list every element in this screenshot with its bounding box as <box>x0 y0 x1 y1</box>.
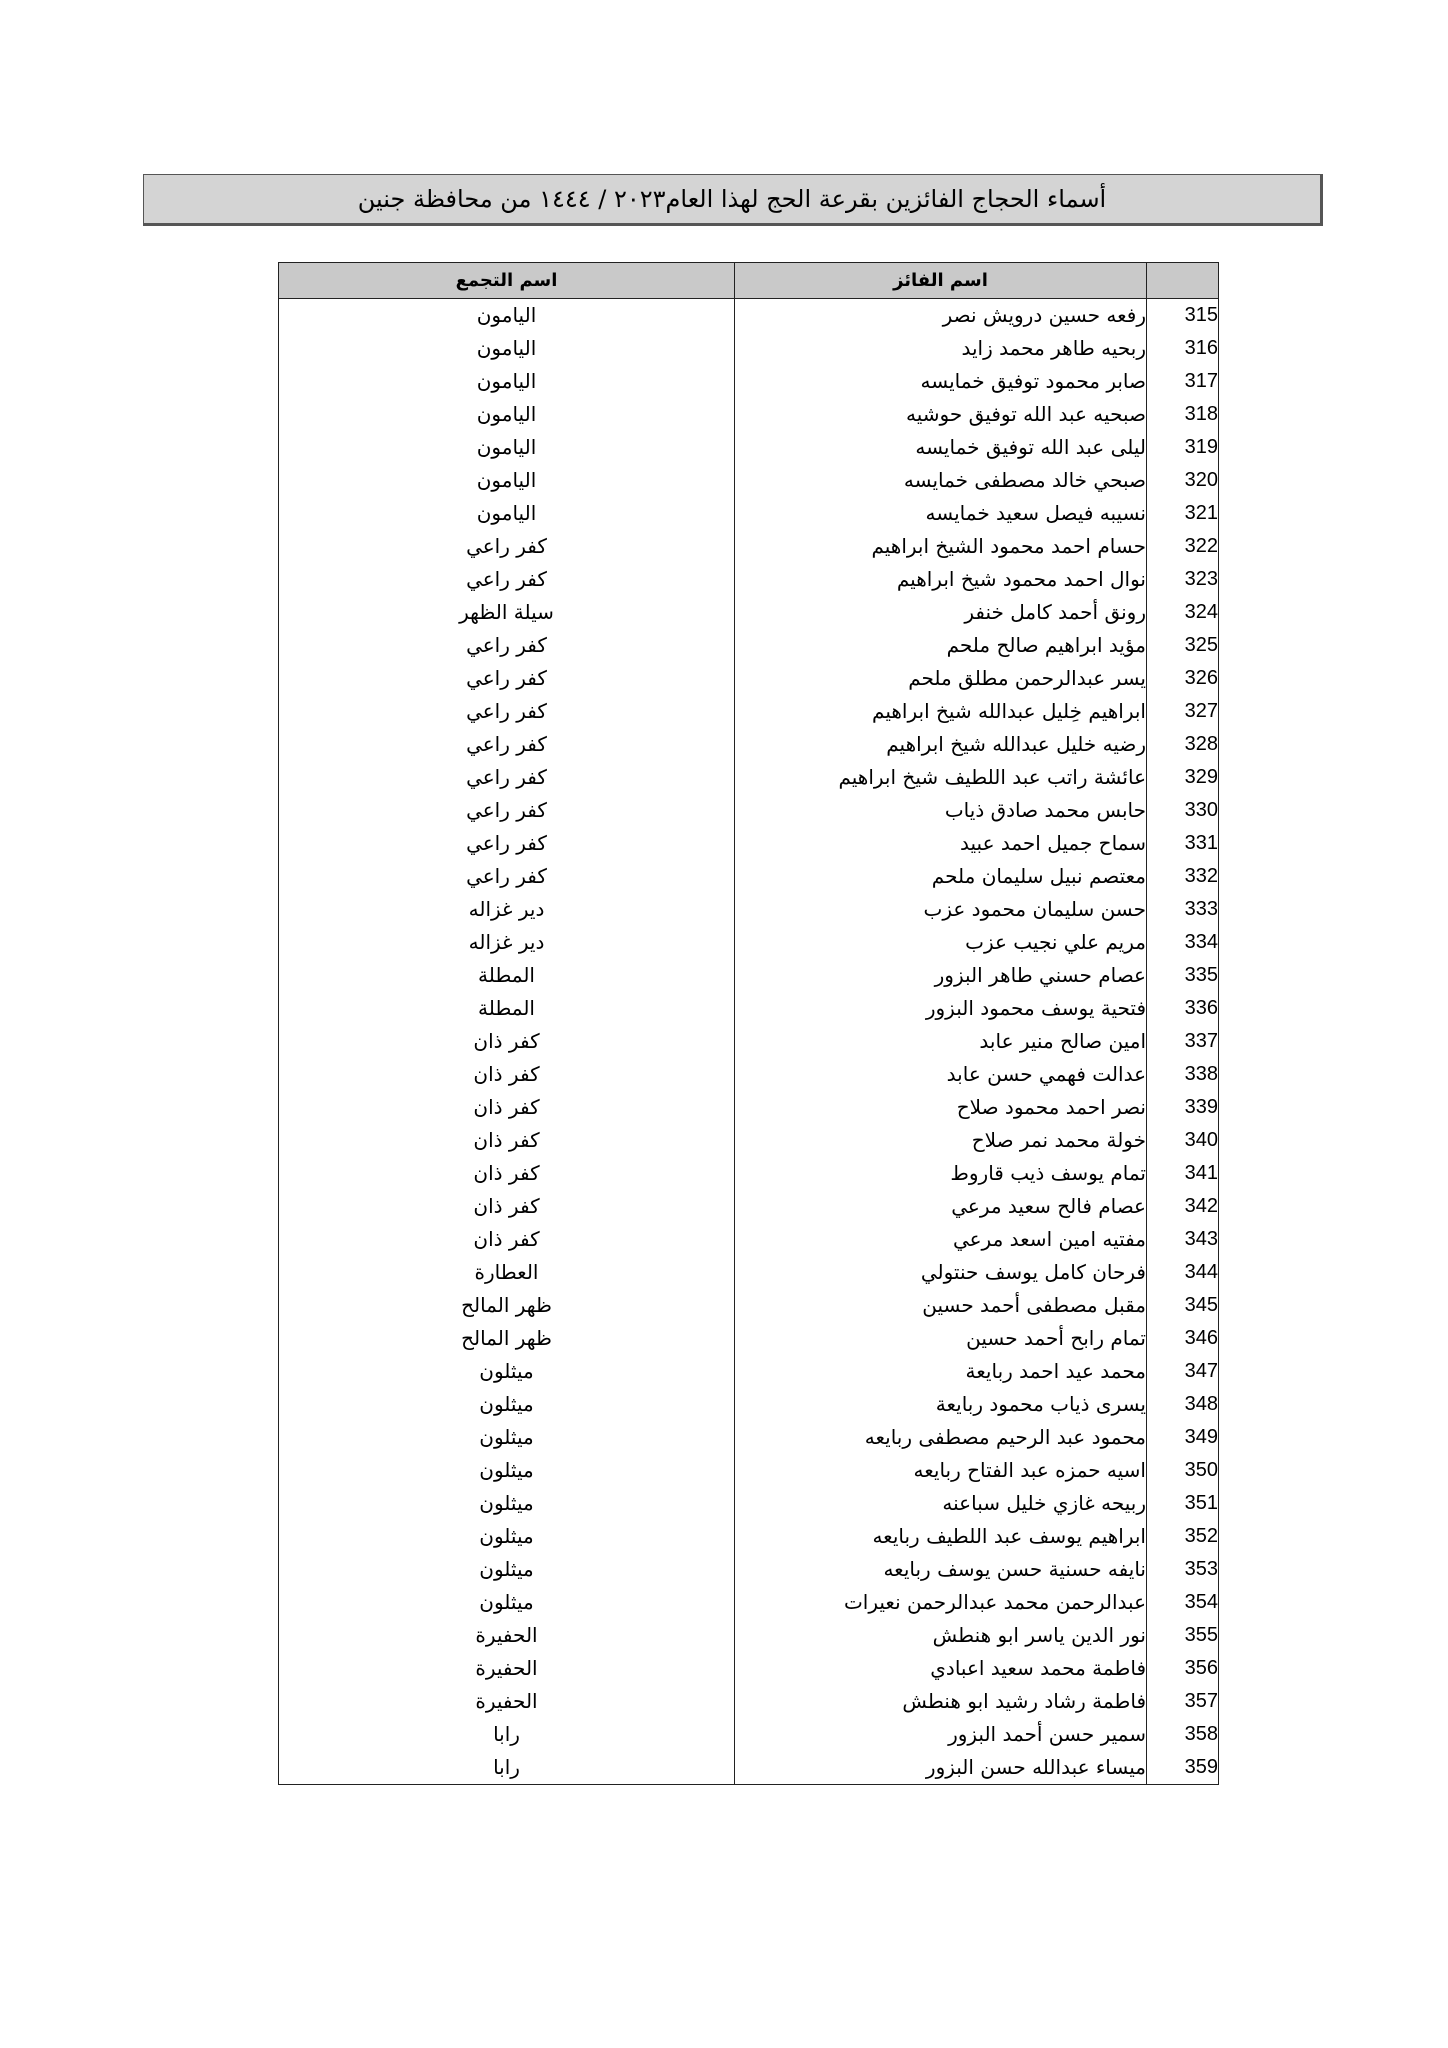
gathering-name: كفر راعي <box>279 530 735 563</box>
row-number: 359 <box>1147 1751 1219 1785</box>
row-number: 318 <box>1147 398 1219 431</box>
gathering-name: كفر ذان <box>279 1091 735 1124</box>
table-row <box>279 695 1219 728</box>
table-row <box>279 860 1219 893</box>
table-row <box>279 1157 1219 1190</box>
gathering-name: كفر راعي <box>279 827 735 860</box>
row-number: 346 <box>1147 1322 1219 1355</box>
table-row <box>279 1553 1219 1586</box>
table-row <box>279 1256 1219 1289</box>
winner-name: صبحيه عبد الله توفيق حوشيه <box>735 398 1147 431</box>
table-row <box>279 1652 1219 1685</box>
winner-name: عائشة راتب عبد اللطيف شيخ ابراهيم <box>735 761 1147 794</box>
winner-name: محمود عبد الرحيم مصطفى ربايعه <box>735 1421 1147 1454</box>
column-header-group: اسم التجمع <box>279 263 735 299</box>
table-row <box>279 1058 1219 1091</box>
table-row <box>279 1025 1219 1058</box>
row-number: 320 <box>1147 464 1219 497</box>
table-row <box>279 662 1219 695</box>
gathering-name: كفر راعي <box>279 761 735 794</box>
row-number: 322 <box>1147 530 1219 563</box>
table-row <box>279 1289 1219 1322</box>
page-title: أسماء الحجاج الفائزين بقرعة الحج لهذا العام٢٠٢٣ / ١٤٤٤ من محافظة جنين <box>357 185 1107 213</box>
winner-name: رضيه خليل عبدالله شيخ ابراهيم <box>735 728 1147 761</box>
winner-name: فاطمة محمد سعيد اعبادي <box>735 1652 1147 1685</box>
gathering-name: كفر ذان <box>279 1223 735 1256</box>
table-row <box>279 629 1219 662</box>
gathering-name: ميثلون <box>279 1520 735 1553</box>
winner-name: يسر عبدالرحمن مطلق ملحم <box>735 662 1147 695</box>
gathering-name: ظهر المالح <box>279 1322 735 1355</box>
row-number: 355 <box>1147 1619 1219 1652</box>
table-row <box>279 431 1219 464</box>
gathering-name: ميثلون <box>279 1454 735 1487</box>
gathering-name: كفر راعي <box>279 629 735 662</box>
winners-table <box>278 262 1219 1785</box>
winner-name: معتصم نبيل سليمان ملحم <box>735 860 1147 893</box>
gathering-name: كفر راعي <box>279 563 735 596</box>
row-number: 338 <box>1147 1058 1219 1091</box>
table-body <box>279 299 1219 1785</box>
gathering-name: كفر ذان <box>279 1025 735 1058</box>
gathering-name: اليامون <box>279 497 735 530</box>
row-number: 335 <box>1147 959 1219 992</box>
row-number: 345 <box>1147 1289 1219 1322</box>
winner-name: اسيه حمزه عبد الفتاح ربايعه <box>735 1454 1147 1487</box>
winner-name: عدالت فهمي حسن عابد <box>735 1058 1147 1091</box>
table-row <box>279 1190 1219 1223</box>
winner-name: عصام فالح سعيد مرعي <box>735 1190 1147 1223</box>
table-row <box>279 1091 1219 1124</box>
row-number: 348 <box>1147 1388 1219 1421</box>
row-number: 321 <box>1147 497 1219 530</box>
gathering-name: ميثلون <box>279 1586 735 1619</box>
winner-name: حسام احمد محمود الشيخ ابراهيم <box>735 530 1147 563</box>
table-row <box>279 1322 1219 1355</box>
gathering-name: دير غزاله <box>279 926 735 959</box>
winner-name: يسرى ذياب محمود ربايعة <box>735 1388 1147 1421</box>
row-number: 347 <box>1147 1355 1219 1388</box>
row-number: 343 <box>1147 1223 1219 1256</box>
winner-name: سمير حسن أحمد البزور <box>735 1718 1147 1751</box>
column-header-number <box>1147 263 1219 299</box>
winner-name: ابراهيم يوسف عبد اللطيف ربايعه <box>735 1520 1147 1553</box>
winner-name: مؤيد ابراهيم صالح ملحم <box>735 629 1147 662</box>
table-row <box>279 1487 1219 1520</box>
gathering-name: الحفيرة <box>279 1619 735 1652</box>
table-row <box>279 1454 1219 1487</box>
table-row <box>279 398 1219 431</box>
gathering-name: اليامون <box>279 464 735 497</box>
row-number: 342 <box>1147 1190 1219 1223</box>
table-row <box>279 1520 1219 1553</box>
column-header-name: اسم الفائز <box>735 263 1147 299</box>
row-number: 324 <box>1147 596 1219 629</box>
table-row <box>279 959 1219 992</box>
winner-name: محمد عيد احمد ربايعة <box>735 1355 1147 1388</box>
winner-name: حسن سليمان محمود عزب <box>735 893 1147 926</box>
winner-name: مقبل مصطفى أحمد حسين <box>735 1289 1147 1322</box>
table-row <box>279 530 1219 563</box>
table-row <box>279 563 1219 596</box>
winner-name: مريم علي نجيب عزب <box>735 926 1147 959</box>
gathering-name: المطلة <box>279 959 735 992</box>
gathering-name: كفر راعي <box>279 728 735 761</box>
table-row <box>279 1586 1219 1619</box>
winner-name: فرحان كامل يوسف حنتولي <box>735 1256 1147 1289</box>
row-number: 337 <box>1147 1025 1219 1058</box>
row-number: 358 <box>1147 1718 1219 1751</box>
row-number: 357 <box>1147 1685 1219 1718</box>
winner-name: نايفه حسنية حسن يوسف ربايعه <box>735 1553 1147 1586</box>
gathering-name: اليامون <box>279 365 735 398</box>
winner-name: تمام يوسف ذيب قاروط <box>735 1157 1147 1190</box>
gathering-name: اليامون <box>279 299 735 333</box>
gathering-name: اليامون <box>279 398 735 431</box>
title-box <box>143 174 1323 226</box>
table-row <box>279 1124 1219 1157</box>
row-number: 349 <box>1147 1421 1219 1454</box>
row-number: 350 <box>1147 1454 1219 1487</box>
gathering-name: رابا <box>279 1718 735 1751</box>
table-row <box>279 332 1219 365</box>
row-number: 316 <box>1147 332 1219 365</box>
table-row <box>279 1355 1219 1388</box>
gathering-name: سيلة الظهر <box>279 596 735 629</box>
row-number: 323 <box>1147 563 1219 596</box>
winner-name: خولة محمد نمر صلاح <box>735 1124 1147 1157</box>
gathering-name: العطارة <box>279 1256 735 1289</box>
winner-name: عصام حسني طاهر البزور <box>735 959 1147 992</box>
table-row <box>279 1619 1219 1652</box>
table-row <box>279 728 1219 761</box>
gathering-name: دير غزاله <box>279 893 735 926</box>
row-number: 351 <box>1147 1487 1219 1520</box>
row-number: 341 <box>1147 1157 1219 1190</box>
winner-name: صابر محمود توفيق خمايسه <box>735 365 1147 398</box>
row-number: 328 <box>1147 728 1219 761</box>
row-number: 330 <box>1147 794 1219 827</box>
gathering-name: ميثلون <box>279 1388 735 1421</box>
table-row <box>279 827 1219 860</box>
winner-name: نصر احمد محمود صلاح <box>735 1091 1147 1124</box>
winner-name: سماح جميل احمد عبيد <box>735 827 1147 860</box>
gathering-name: اليامون <box>279 431 735 464</box>
winner-name: رونق أحمد كامل خنفر <box>735 596 1147 629</box>
row-number: 356 <box>1147 1652 1219 1685</box>
table-row <box>279 464 1219 497</box>
gathering-name: الحفيرة <box>279 1652 735 1685</box>
gathering-name: رابا <box>279 1751 735 1785</box>
row-number: 326 <box>1147 662 1219 695</box>
winner-name: ربيحه غازي خليل سباعنه <box>735 1487 1147 1520</box>
table-row <box>279 893 1219 926</box>
row-number: 319 <box>1147 431 1219 464</box>
row-number: 329 <box>1147 761 1219 794</box>
winner-name: عبدالرحمن محمد عبدالرحمن نعيرات <box>735 1586 1147 1619</box>
winner-name: حابس محمد صادق ذياب <box>735 794 1147 827</box>
gathering-name: كفر راعي <box>279 860 735 893</box>
gathering-name: كفر راعي <box>279 695 735 728</box>
gathering-name: الحفيرة <box>279 1685 735 1718</box>
gathering-name: المطلة <box>279 992 735 1025</box>
row-number: 354 <box>1147 1586 1219 1619</box>
table-row <box>279 497 1219 530</box>
row-number: 336 <box>1147 992 1219 1025</box>
row-number: 344 <box>1147 1256 1219 1289</box>
table-row <box>279 1718 1219 1751</box>
winner-name: تمام رابح أحمد حسين <box>735 1322 1147 1355</box>
gathering-name: ميثلون <box>279 1421 735 1454</box>
table-row <box>279 596 1219 629</box>
table-row <box>279 299 1219 333</box>
gathering-name: ميثلون <box>279 1487 735 1520</box>
table-row <box>279 761 1219 794</box>
gathering-name: كفر ذان <box>279 1058 735 1091</box>
gathering-name: ميثلون <box>279 1355 735 1388</box>
row-number: 340 <box>1147 1124 1219 1157</box>
winner-name: نسيبه فيصل سعيد خمايسه <box>735 497 1147 530</box>
winner-name: رفعه حسين درويش نصر <box>735 299 1147 333</box>
gathering-name: كفر ذان <box>279 1190 735 1223</box>
table-row <box>279 1751 1219 1785</box>
table-row <box>279 365 1219 398</box>
row-number: 334 <box>1147 926 1219 959</box>
table-header-row <box>279 263 1219 299</box>
row-number: 353 <box>1147 1553 1219 1586</box>
winner-name: ابراهيم خِليل عبدالله شيخ ابراهيم <box>735 695 1147 728</box>
table-row <box>279 1223 1219 1256</box>
row-number: 339 <box>1147 1091 1219 1124</box>
winner-name: ليلى عبد الله توفيق خمايسه <box>735 431 1147 464</box>
row-number: 317 <box>1147 365 1219 398</box>
gathering-name: ميثلون <box>279 1553 735 1586</box>
row-number: 332 <box>1147 860 1219 893</box>
gathering-name: كفر راعي <box>279 794 735 827</box>
table-row <box>279 1388 1219 1421</box>
winner-name: نور الدين ياسر ابو هنطش <box>735 1619 1147 1652</box>
winner-name: ربحيه طاهر محمد زايد <box>735 332 1147 365</box>
row-number: 325 <box>1147 629 1219 662</box>
winner-name: امين صالح منير عابد <box>735 1025 1147 1058</box>
table-row <box>279 926 1219 959</box>
row-number: 352 <box>1147 1520 1219 1553</box>
winner-name: ميساء عبدالله حسن البزور <box>735 1751 1147 1785</box>
row-number: 327 <box>1147 695 1219 728</box>
table-row <box>279 1685 1219 1718</box>
row-number: 331 <box>1147 827 1219 860</box>
table-row <box>279 1421 1219 1454</box>
table-row <box>279 992 1219 1025</box>
winner-name: نوال احمد محمود شيخ ابراهيم <box>735 563 1147 596</box>
winner-name: مفتيه امين اسعد مرعي <box>735 1223 1147 1256</box>
gathering-name: اليامون <box>279 332 735 365</box>
winner-name: فتحية يوسف محمود البزور <box>735 992 1147 1025</box>
row-number: 333 <box>1147 893 1219 926</box>
gathering-name: كفر راعي <box>279 662 735 695</box>
table-row <box>279 794 1219 827</box>
gathering-name: كفر ذان <box>279 1157 735 1190</box>
row-number: 315 <box>1147 299 1219 333</box>
gathering-name: ظهر المالح <box>279 1289 735 1322</box>
winner-name: صبحي خالد مصطفى خمايسه <box>735 464 1147 497</box>
gathering-name: كفر ذان <box>279 1124 735 1157</box>
winner-name: فاطمة رشاد رشيد ابو هنطش <box>735 1685 1147 1718</box>
